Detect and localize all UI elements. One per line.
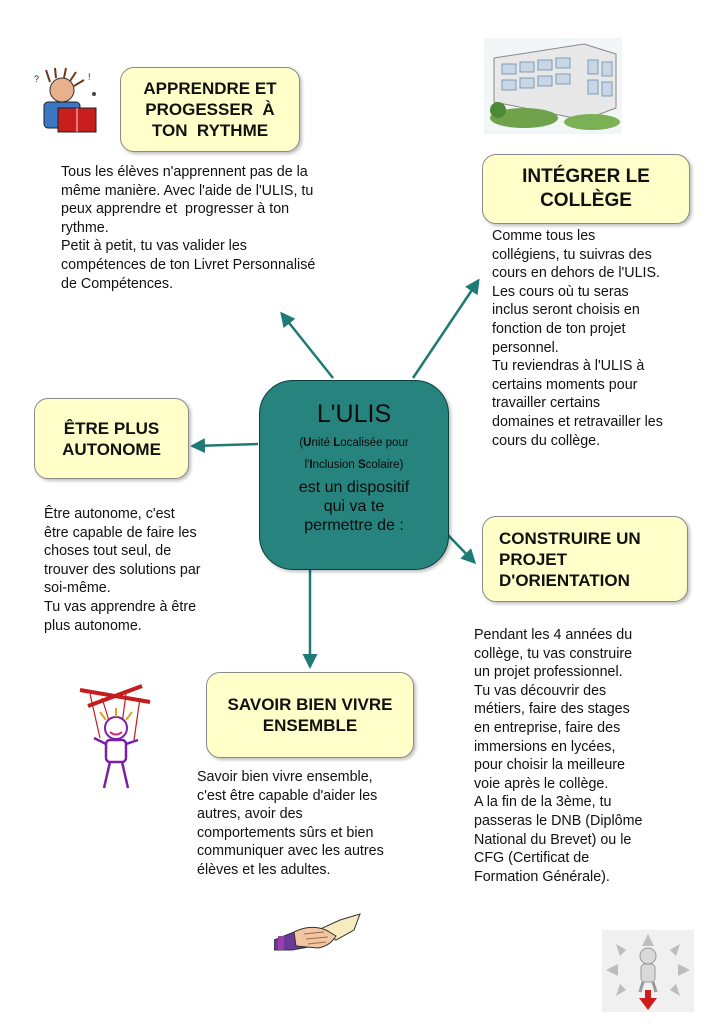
text-line: Être autonome, c'est <box>44 506 175 522</box>
box-savoir <box>206 672 414 758</box>
text-line: immersions en lycées, <box>474 738 616 755</box>
text-line: en entreprise, faire des <box>474 719 621 736</box>
box-integrer-line: COLLÈGE <box>540 190 632 211</box>
text-line: de Compétences. <box>61 275 174 292</box>
text-line: certains moments pour <box>492 376 638 393</box>
text-line: personnel. <box>492 339 559 356</box>
arrow-to-integrer <box>413 281 478 378</box>
text-line: cours du collège. <box>492 432 601 449</box>
text-line: plus autonome. <box>44 617 142 634</box>
handshake-icon <box>274 906 362 958</box>
text-line: travailler certains <box>492 395 601 412</box>
text-line: trouver des solutions par <box>44 561 201 578</box>
box-apprendre-line: APPRENDRE ET <box>143 79 277 98</box>
center-body-3: permettre de : <box>304 517 404 534</box>
text-line: être capable de faire les <box>44 524 197 541</box>
box-apprendre <box>120 67 300 152</box>
text-line: Les cours où tu seras <box>492 283 629 300</box>
text-line: fonction de ton projet <box>492 320 626 337</box>
box-construire-line: D'ORIENTATION <box>499 570 630 590</box>
text-line: c'est être capable d'aider les <box>197 787 378 804</box>
text-line: Savoir bien vivre ensemble, <box>197 769 373 785</box>
arrow-to-apprendre <box>282 314 333 378</box>
box-autonome <box>34 398 189 479</box>
box-savoir-line: ENSEMBLE <box>262 716 358 735</box>
college-building-icon <box>484 38 622 134</box>
box-construire <box>482 516 688 602</box>
text-line: collégiens, tu suivras des <box>492 246 652 263</box>
arrow-to-construire <box>447 534 474 562</box>
text-line: même manière. Avec l'aide de l'ULIS, tu <box>61 182 314 199</box>
text-line: communiquer avec les autres <box>197 843 384 860</box>
text-line: Tous les élèves n'apprennent pas de la <box>61 164 308 180</box>
text-line: A la fin de la 3ème, tu <box>474 794 612 811</box>
text-line: cours en dehors de l'ULIS. <box>492 265 661 282</box>
text-line: inclus seront choisis en <box>492 302 640 319</box>
text-line: Formation Générale). <box>474 868 610 885</box>
text-line: pour choisir la meilleure <box>474 757 625 774</box>
box-construire-line: CONSTRUIRE UN <box>499 528 641 548</box>
box-apprendre-line: TON RYTHME <box>151 121 269 140</box>
center-body-1: est un dispositif <box>298 479 410 496</box>
text-line: passeras le DNB (Diplôme <box>474 812 643 829</box>
text-construire <box>474 626 642 886</box>
text-line: voie après le collège. <box>474 775 609 792</box>
text-line: National du Brevet) ou le <box>474 831 632 848</box>
text-line: Tu vas apprendre à être <box>44 598 197 615</box>
text-line: autres, avoir des <box>197 806 303 823</box>
center-body-2: qui va te <box>323 498 385 515</box>
svg-text:!: ! <box>88 72 91 82</box>
box-apprendre-line: PROGESSER À <box>145 100 275 119</box>
text-line: compétences de ton Livret Personnalisé <box>61 256 316 273</box>
text-integrer <box>492 227 663 450</box>
text-line: CFG (Certificat de <box>474 850 590 867</box>
box-integrer <box>482 154 690 224</box>
text-line: collège, tu vas construire <box>474 645 633 662</box>
text-line: Petit à petit, tu vas valider les <box>61 238 247 255</box>
text-line: choses tout seul, de <box>44 543 172 560</box>
text-autonome <box>44 505 201 635</box>
text-line: comportements sûrs et bien <box>197 824 374 841</box>
text-line: Tu reviendras à l'ULIS à <box>492 358 645 375</box>
text-line: soi-même. <box>44 580 111 597</box>
text-line: Pendant les 4 années du <box>474 627 633 643</box>
box-construire-line: PROJET <box>499 549 568 569</box>
text-line: un projet professionnel. <box>474 664 623 681</box>
box-integrer-line: INTÉGRER LE <box>522 166 650 187</box>
student-reading-icon <box>28 66 108 138</box>
center-subtitle-2: l'Inclusion Scolaire) <box>304 459 404 471</box>
text-line: domaines et retravailler les <box>492 413 663 430</box>
center-title: L'ULIS <box>316 400 392 428</box>
arrow-to-autonome <box>193 444 258 446</box>
text-apprendre <box>61 163 315 293</box>
box-autonome-line: AUTONOME <box>62 439 161 459</box>
text-line: peux apprendre et progresser à ton <box>61 201 290 218</box>
puppet-icon <box>66 680 166 796</box>
svg-text:?: ? <box>34 74 40 84</box>
center-subtitle-1: (Unité Localisée pour <box>299 437 409 449</box>
orientation-figure-icon <box>602 930 694 1012</box>
text-savoir <box>197 768 384 880</box>
text-line: Comme tous les <box>492 228 596 244</box>
text-line: Tu vas découvrir des <box>474 682 607 699</box>
center-ulis-box <box>259 380 449 570</box>
box-autonome-line: ÊTRE PLUS <box>63 418 160 438</box>
text-line: métiers, faire des stages <box>474 701 630 718</box>
text-line: rythme. <box>61 219 109 236</box>
text-line: élèves et les adultes. <box>197 861 331 878</box>
box-savoir-line: SAVOIR BIEN VIVRE <box>227 695 393 714</box>
